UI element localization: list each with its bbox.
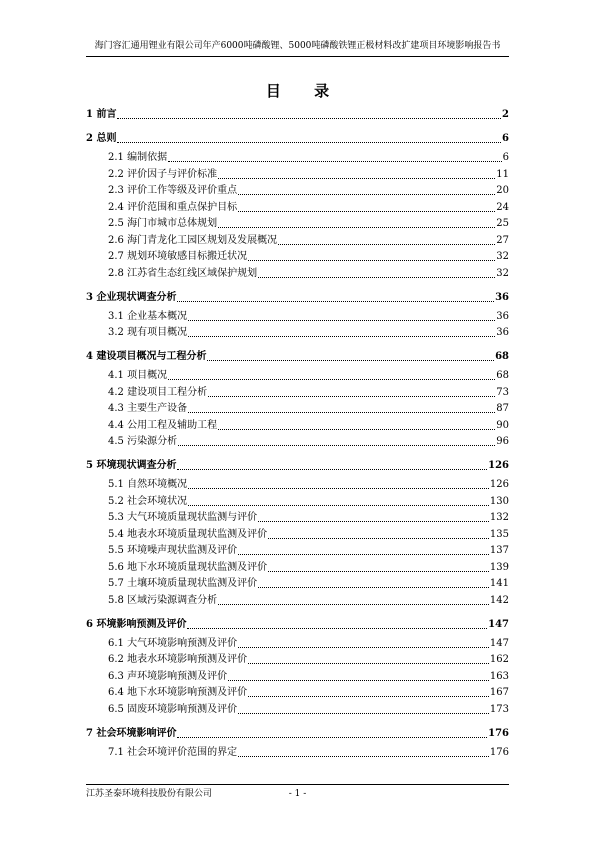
toc-entry-page: 176 [489,746,509,758]
toc-dot-leader [208,396,495,397]
toc-dot-leader [188,320,495,321]
toc-dot-leader [278,244,495,245]
toc-dot-leader [258,587,489,588]
toc-dot-leader [117,118,501,119]
toc-entry-label: 5.8 区域污染源调查分析 [108,594,218,606]
toc-entry-page: 2 [502,109,509,120]
toc-entry-label: 4.3 主要生产设备 [108,403,188,414]
toc-section-entry[interactable] [86,577,509,590]
toc-section-entry[interactable] [86,561,509,574]
toc-entry-label: 6.5 固废环境影响预测及评价 [108,703,238,715]
toc-entry-page: 36 [496,310,509,322]
toc-dot-leader [188,412,495,413]
toc-entry-label: 2.5 海门市城市总体规划 [108,218,218,229]
toc-dot-leader [218,178,495,179]
toc-dot-leader [248,260,495,261]
toc-entry-page: 141 [489,578,509,589]
toc-dot-leader [238,647,489,648]
toc-dot-leader [258,521,489,522]
toc-dot-leader [238,713,489,714]
toc-dot-leader [218,604,489,605]
toc-section-entry[interactable] [86,419,509,432]
toc-entry-page: 135 [489,528,509,540]
page-title: 目 录 [265,82,344,100]
toc-dot-leader [168,161,502,162]
toc-entry-page: 36 [496,327,509,338]
toc-entry-page: 90 [496,419,509,431]
toc-entry-label: 2.2 评价因子与评价标准 [108,168,218,180]
toc-entry-page: 25 [496,218,509,229]
toc-entry-label: 5.4 地表水环境质量现状监测及评价 [108,528,268,540]
toc-section-entry[interactable] [86,234,509,247]
toc-entry-label: 2.4 评价范围和重点保护目标 [108,201,238,213]
page-footer [86,784,509,799]
toc-entry-page: 36 [495,291,509,303]
toc-entry-page: 32 [496,251,509,262]
toc-entry-label: 5 环境现状调查分析 [86,460,177,471]
toc-entry-label: 3 企业现状调查分析 [86,291,177,303]
toc-entry-page: 6 [502,133,509,144]
toc-section-entry[interactable] [86,151,509,164]
toc-entry-page: 163 [489,670,509,682]
toc-section-entry[interactable] [86,670,509,683]
toc-entry-label: 5.2 社会环境状况 [108,495,188,507]
toc-section-entry[interactable] [86,495,509,508]
toc-entry-page: 6 [502,152,509,163]
toc-section-entry[interactable] [86,653,509,666]
toc-entry-label: 5.5 环境噪声现状监测及评价 [108,545,238,556]
toc-dot-leader [177,301,494,302]
toc-entry-label: 2.7 规划环境敏感目标搬迁状况 [108,251,248,262]
toc-entry-label: 3.1 企业基本概况 [108,310,188,322]
toc-dot-leader [177,469,487,470]
toc-section-entry[interactable] [86,386,509,399]
toc-section-entry[interactable] [86,686,509,699]
toc-entry-label: 6.1 大气环境影响预测及评价 [108,637,238,649]
toc-dot-leader [117,142,501,143]
toc-dot-leader [188,336,495,337]
toc-entry-label: 6.3 声环境影响预测及评价 [108,670,228,682]
toc-dot-leader [238,756,489,757]
toc-entry-label: 5.6 地下水环境质量现状监测及评价 [108,561,268,573]
toc-dot-leader [248,663,489,664]
toc-section-entry[interactable] [86,168,509,181]
toc-section-entry[interactable] [86,184,509,197]
toc-dot-leader [248,696,489,697]
toc-entry-page: 139 [489,561,509,573]
toc-chapter-entry[interactable] [86,727,509,740]
toc-dot-leader [268,538,489,539]
toc-entry-label: 2.8 江苏省生态红线区域保护规划 [108,267,258,279]
toc-section-entry[interactable] [86,402,509,415]
toc-entry-label: 2.1 编制依据 [108,152,168,163]
toc-dot-leader [228,680,489,681]
toc-chapter-entry[interactable] [86,108,509,121]
table-of-contents [86,108,509,762]
toc-entry-page: 130 [489,495,509,507]
toc-chapter-entry[interactable] [86,291,509,304]
toc-entry-label: 5.3 大气环境质量现状监测与评价 [108,512,258,523]
toc-dot-leader [188,488,489,489]
footer-page-number: - 1 - [288,789,307,799]
toc-entry-label: 7 社会环境影响评价 [86,727,177,739]
toc-dot-leader [188,505,489,506]
toc-entry-page: 132 [489,512,509,523]
toc-section-entry[interactable] [86,746,509,759]
toc-section-entry[interactable] [86,528,509,541]
toc-entry-label: 4.2 建设项目工程分析 [108,386,208,398]
toc-dot-leader [207,360,494,361]
toc-entry-label: 5.7 土壤环境质量现状监测及评价 [108,578,258,589]
toc-section-entry[interactable] [86,511,509,524]
toc-dot-leader [168,379,495,380]
toc-entry-page: 126 [489,479,509,490]
toc-entry-label: 2 总则 [86,133,117,144]
toc-section-entry[interactable] [86,201,509,214]
toc-entry-label: 1 前言 [86,109,117,120]
toc-entry-label: 4.4 公用工程及辅助工程 [108,419,218,431]
toc-entry-page: 20 [496,185,509,196]
toc-dot-leader [238,194,495,195]
toc-dot-leader [238,554,489,555]
toc-dot-leader [268,571,489,572]
toc-dot-leader [258,277,495,278]
toc-entry-label: 3.2 现有项目概况 [108,327,188,338]
toc-entry-label: 2.3 评价工作等级及评价重点 [108,185,238,196]
toc-entry-label: 4.1 项目概况 [108,370,168,381]
toc-dot-leader [177,737,487,738]
toc-dot-leader [218,429,495,430]
toc-entry-page: 162 [489,654,509,665]
toc-section-entry[interactable] [86,478,509,491]
toc-section-entry[interactable] [86,637,509,650]
toc-entry-label: 4.5 污染源分析 [108,436,178,447]
footer-company: 江苏圣泰环境科技股份有限公司 [86,789,213,799]
toc-chapter-entry[interactable] [86,350,509,363]
toc-dot-leader [218,227,495,228]
toc-dot-leader [187,628,487,629]
toc-section-entry[interactable] [86,326,509,339]
toc-entry-label: 4 建设项目概况与工程分析 [86,351,207,362]
toc-dot-leader [238,211,495,212]
toc-section-entry[interactable] [86,435,509,448]
toc-entry-page: 176 [488,727,509,739]
toc-entry-page: 73 [496,386,509,398]
toc-chapter-entry[interactable] [86,618,509,631]
toc-entry-page: 27 [496,234,509,246]
toc-entry-label: 6.4 地下水环境影响预测及评价 [108,687,248,698]
toc-entry-label: 7.1 社会环境评价范围的界定 [108,746,238,758]
toc-entry-page: 137 [489,545,509,556]
toc-section-entry[interactable] [86,217,509,230]
toc-entry-label: 6 环境影响预测及评价 [86,618,187,630]
toc-section-entry[interactable] [86,250,509,263]
toc-entry-page: 147 [488,618,509,630]
toc-section-entry[interactable] [86,369,509,382]
toc-entry-label: 2.6 海门青龙化工园区规划及发展概况 [108,234,278,246]
page-header: 海门容汇通用锂业有限公司年产6000吨磷酸锂、5000吨磷酸铁锂正极材料改扩建项目环境影响报告书 [86,40,509,57]
toc-section-entry[interactable] [86,310,509,323]
toc-chapter-entry[interactable] [86,132,509,145]
toc-entry-page: 68 [496,370,509,381]
toc-section-entry[interactable] [86,703,509,716]
toc-section-entry[interactable] [86,594,509,607]
toc-entry-page: 87 [496,403,509,414]
toc-entry-page: 24 [496,201,509,213]
toc-dot-leader [178,445,495,446]
toc-entry-page: 147 [489,637,509,649]
toc-entry-page: 68 [495,351,509,362]
toc-section-entry[interactable] [86,544,509,557]
toc-entry-page: 11 [496,168,509,180]
toc-entry-page: 142 [489,594,509,606]
toc-entry-page: 173 [489,703,509,715]
toc-entry-page: 167 [489,687,509,698]
toc-entry-page: 126 [488,460,509,471]
toc-entry-label: 5.1 自然环境概况 [108,479,188,490]
toc-entry-label: 6.2 地表水环境影响预测及评价 [108,654,248,665]
toc-entry-page: 32 [496,267,509,279]
toc-section-entry[interactable] [86,267,509,280]
toc-entry-page: 96 [496,436,509,447]
toc-chapter-entry[interactable] [86,459,509,472]
